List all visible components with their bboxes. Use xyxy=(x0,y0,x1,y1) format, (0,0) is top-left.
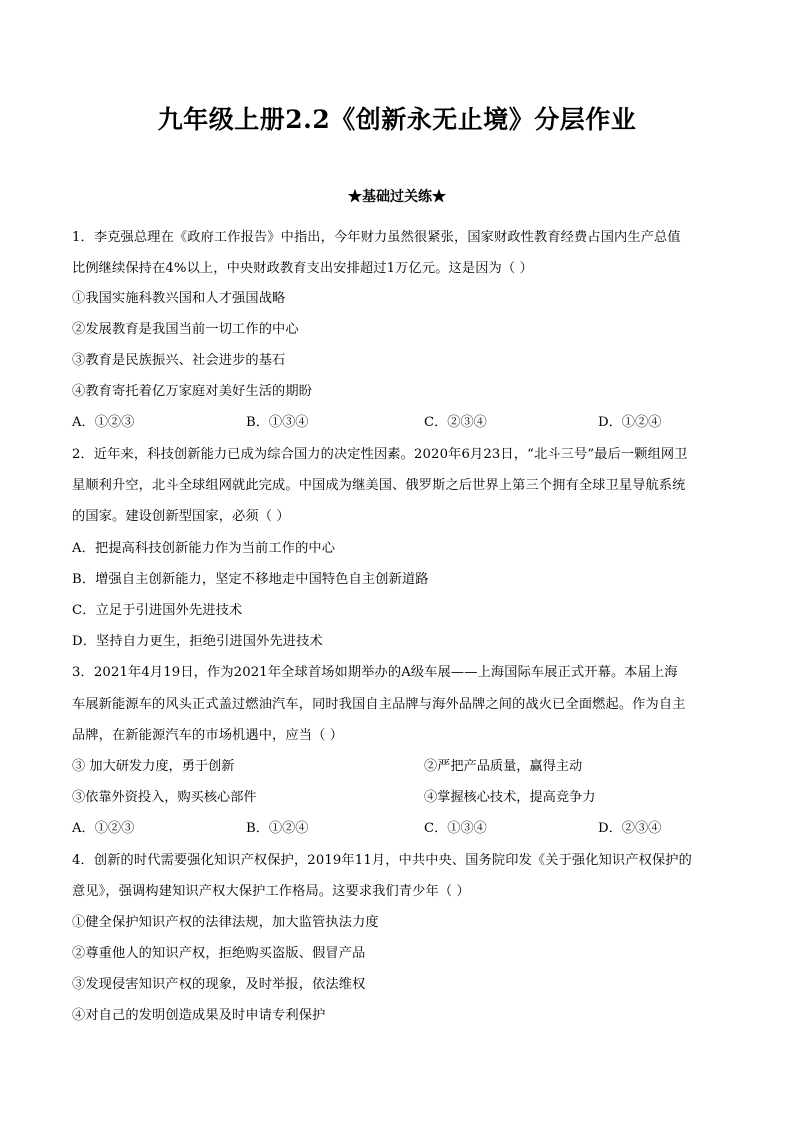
q1-item-4: ④教育寄托着亿万家庭对美好生活的期盼 xyxy=(72,384,313,399)
q3-stem-line-1: 3．2021年4月19日，作为2021年全球首场如期举办的A级车展——上海国际车展正式开幕。本届上海 xyxy=(72,665,678,680)
q2-option-b: B．增强自主创新能力，坚定不移地走中国特色自主创新道路 xyxy=(72,572,429,587)
q1-item-1: ①我国实施科教兴国和人才强国战略 xyxy=(72,291,286,306)
q2-option-d: D．坚持自力更生，拒绝引进国外先进技术 xyxy=(72,634,323,649)
q3-stem-line-2: 车展新能源车的风头正式盖过燃油汽车，同时我国自主品牌与海外品牌之间的战火已全面燃起。作为自主 xyxy=(72,697,686,712)
q4-item-4: ④对自己的发明创造成果及时申请专利保护 xyxy=(72,1008,326,1023)
q2-option-a: A．把提高科技创新能力作为当前工作的中心 xyxy=(72,541,336,556)
q4-item-3: ③发现侵害知识产权的现象，及时举报，依法维权 xyxy=(72,977,366,992)
q1-stem-line-2: 比例继续保持在4%以上，中央财政教育支出安排超过1万亿元。这是因为（ ） xyxy=(72,261,533,276)
q3-option-a: A．①②③ xyxy=(72,821,135,836)
q3-item-2: ②严把产品质量，赢得主动 xyxy=(424,759,583,774)
q3-option-b: B．①②④ xyxy=(246,821,309,836)
q1-option-d: D．①②④ xyxy=(598,415,662,430)
q2-stem-line-3: 的国家。建设创新型国家，必须（ ） xyxy=(72,509,290,524)
q1-item-3: ③教育是民族振兴、社会进步的基石 xyxy=(72,353,286,368)
q2-option-c: C．立足于引进国外先进技术 xyxy=(72,603,243,618)
q1-option-b: B．①③④ xyxy=(246,415,309,430)
q3-item-3: ③依靠外资投入，购买核心部件 xyxy=(72,790,257,805)
q3-option-c: C．①③④ xyxy=(424,821,487,836)
q4-item-1: ①健全保护知识产权的法律法规，加大监管执法力度 xyxy=(72,915,379,930)
section-heading: ★基础过关练★ xyxy=(348,189,446,205)
q2-stem-line-2: 星顺利升空，北斗全球组网就此完成。中国成为继美国、俄罗斯之后世界上第三个拥有全球卫星导航系统 xyxy=(72,478,686,493)
q1-stem-line-1: 1．李克强总理在《政府工作报告》中指出，今年财力虽然很紧张，国家财政性教育经费占国内生产总值 xyxy=(72,230,681,245)
q4-item-2: ②尊重他人的知识产权，拒绝购买盗版、假冒产品 xyxy=(72,946,366,961)
q3-stem-line-3: 品牌，在新能源汽车的市场机遇中，应当（ ） xyxy=(72,728,344,743)
q3-item-1: ③ 加大研发力度，勇于创新 xyxy=(72,759,235,774)
q3-item-4: ④掌握核心技术，提高竞争力 xyxy=(424,790,596,805)
q2-stem-line-1: 2．近年来，科技创新能力已成为综合国力的决定性因素。2020年6月23日，“北斗三号”最后一颗组网卫 xyxy=(72,447,688,462)
q4-stem-line-1: 4．创新的时代需要强化知识产权保护，2019年11月，中共中央、国务院印发《关于强化知识产权保护的 xyxy=(72,853,692,868)
q1-option-c: C．②③④ xyxy=(424,415,487,430)
q4-stem-line-2: 意见》，强调构建知识产权大保护工作格局。这要求我们青少年（ ） xyxy=(72,884,470,899)
q1-item-2: ②发展教育是我国当前一切工作的中心 xyxy=(72,322,299,337)
page-title: 九年级上册2.2《创新永无止境》分层作业 xyxy=(157,105,637,134)
q3-option-d: D．②③④ xyxy=(598,821,662,836)
q1-option-a: A．①②③ xyxy=(72,415,135,430)
